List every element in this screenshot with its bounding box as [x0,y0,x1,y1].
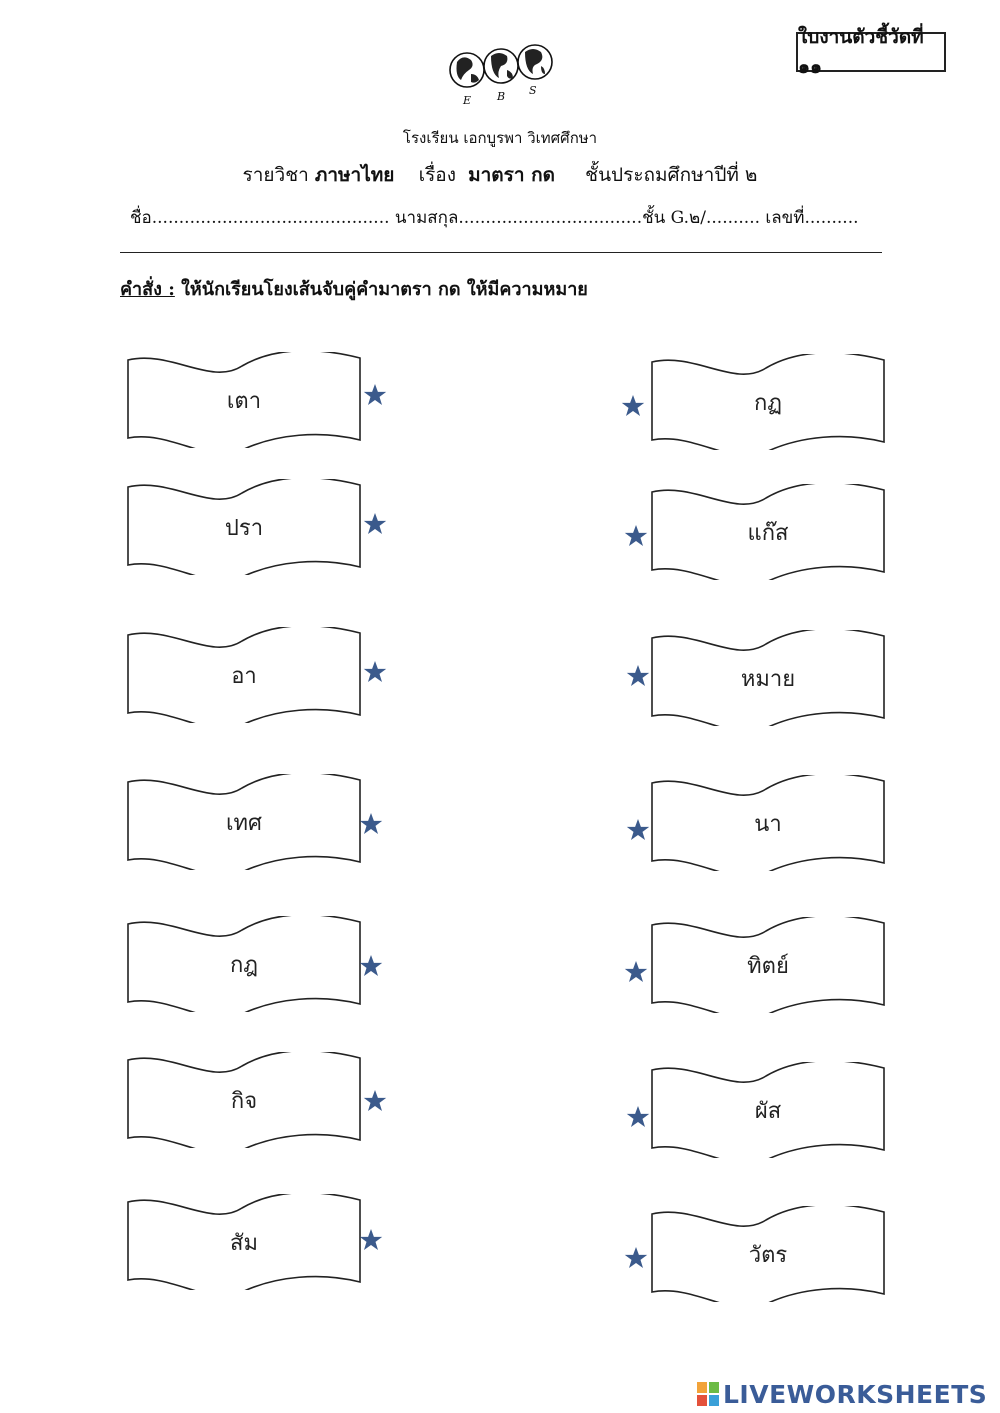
subject-value: ภาษาไทย [314,164,395,186]
star-icon[interactable] [363,512,387,536]
grade-label: ชั้นประถมศึกษาปีที่ ๒ [585,164,758,186]
left-word-card [126,1052,362,1148]
left-word: เตา [226,388,262,414]
left-word: กฎ [229,952,259,978]
subject-line [0,160,1000,190]
star-icon[interactable] [363,383,387,407]
right-word: นา [754,811,782,837]
left-word-card [126,916,362,1012]
instruction-label: คำสั่ง : [120,279,175,300]
right-word-card [650,1062,886,1158]
star-icon[interactable] [626,818,650,842]
topic-value: มาตรา กด [468,164,555,186]
star-icon[interactable] [626,1105,650,1129]
star-icon[interactable] [621,394,645,418]
logo-letter-e: E [463,94,472,107]
instruction [120,274,588,303]
star-icon[interactable] [363,1089,387,1113]
left-word-card [126,479,362,575]
star-icon[interactable] [624,960,648,984]
star-icon[interactable] [363,660,387,684]
right-word: แก๊ส [747,520,789,546]
logo-letter-b: B [497,90,506,103]
right-word: ผัส [754,1098,782,1124]
left-word: เทศ [226,810,262,836]
instruction-text: ให้นักเรียนโยงเส้นจับคู่คำมาตรา กด ให้มีความหมาย [181,279,588,300]
header-divider [120,252,882,253]
left-word: กิจ [230,1088,258,1114]
star-icon[interactable] [626,664,650,688]
globe-logo-icon [445,40,557,108]
right-word-card [650,354,886,450]
logo-letter-s: S [529,84,537,97]
left-word: ปรา [224,515,264,541]
topic-label: เรื่อง [418,164,456,186]
left-word-card [126,1194,362,1290]
right-word: หมาย [740,666,796,692]
star-icon[interactable] [624,524,648,548]
liveworksheets-logo [697,1380,987,1408]
star-icon[interactable] [624,1246,648,1270]
right-word-card [650,1206,886,1302]
right-word-card [650,917,886,1013]
right-word-card [650,484,886,580]
left-word-card [126,774,362,870]
right-word: กฏ [753,390,783,416]
right-word: ทิตย์ [747,953,789,979]
liveworksheets-icon [697,1382,719,1406]
left-word-card [126,627,362,723]
school-name: โรงเรียน เอกบูรพา วิเทศศึกษา [402,129,598,147]
star-icon[interactable] [359,812,383,836]
worksheet-badge: ใบงานตัวชี้วัดที่ ๑๑ [796,32,946,72]
left-word: อา [231,663,257,689]
right-word-card [650,775,886,871]
star-icon[interactable] [359,954,383,978]
right-word-card [650,630,886,726]
left-word-card [126,352,362,448]
star-icon[interactable] [359,1228,383,1252]
right-word: วัตร [748,1242,788,1268]
student-info-line: ชื่อ............................................ นามสกุล..................................ชั้น G.๒/.......... เลขที่.......... [130,208,859,228]
liveworksheets-text: LIVEWORKSHEETS [723,1379,988,1409]
left-word: สัม [230,1230,258,1256]
subject-label: รายวิชา [242,164,309,186]
